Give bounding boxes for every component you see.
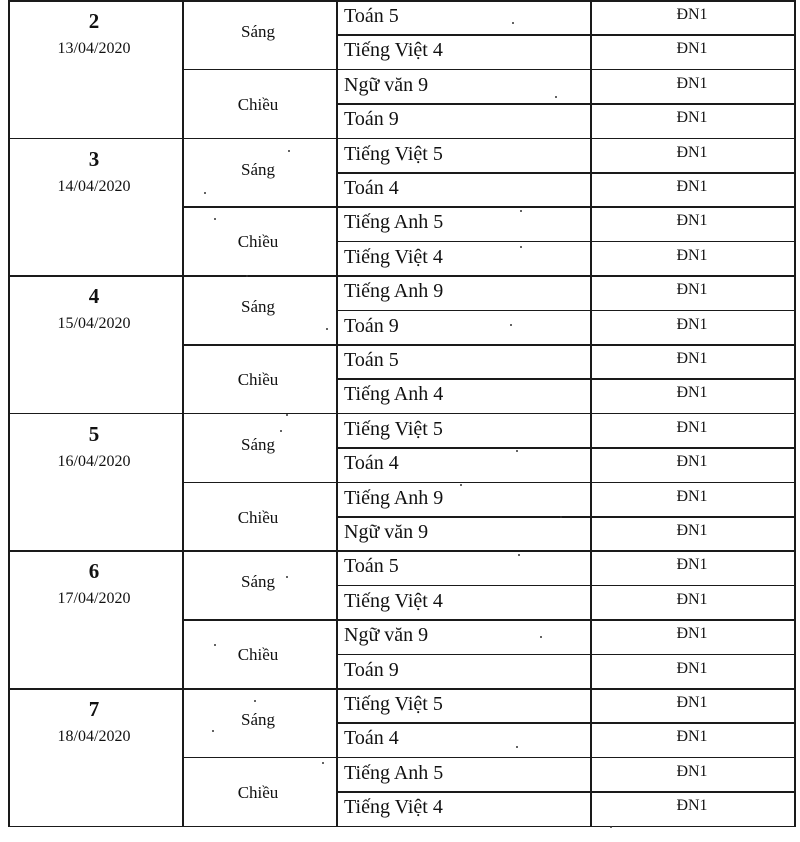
- subject-cell: Toán 9: [344, 658, 399, 681]
- subject-cell: Tiếng Việt 4: [344, 245, 443, 268]
- subject-cell: Tiếng Anh 5: [344, 761, 444, 784]
- row-border: [336, 34, 796, 36]
- day-number: 3: [88, 146, 100, 171]
- room-code-cell: ĐN1: [676, 625, 708, 643]
- day-border: [8, 275, 796, 277]
- session-label: Chiều: [237, 782, 279, 802]
- subject-cell: Toán 9: [344, 314, 399, 337]
- session-border: [182, 619, 796, 621]
- room-code-cell: ĐN1: [676, 350, 708, 367]
- session-label: Chiều: [237, 645, 279, 665]
- subject-cell: Ngữ văn 9: [344, 624, 429, 647]
- day-date: 16/04/2020: [57, 452, 131, 470]
- subject-cell: Tiếng Anh 4: [344, 383, 444, 406]
- scan-speck: [286, 576, 288, 578]
- day-border: [8, 413, 796, 415]
- room-code-cell: ĐN1: [676, 109, 708, 127]
- row-border: [336, 310, 796, 312]
- room-code-cell: ĐN1: [676, 556, 708, 574]
- table-bottom-border: [8, 826, 796, 828]
- scan-speck: [512, 22, 514, 24]
- scan-speck: [518, 554, 520, 556]
- day-border: [8, 0, 796, 2]
- scan-speck: [288, 150, 290, 152]
- session-border: [182, 482, 796, 484]
- day-border: [8, 550, 796, 552]
- room-code-cell: ĐN1: [676, 694, 708, 711]
- session-label: Chiều: [237, 94, 279, 114]
- subject-cell: Tiếng Việt 4: [344, 796, 443, 819]
- session-label: Chiều: [237, 370, 279, 389]
- room-code-cell: ĐN1: [676, 178, 708, 195]
- subject-cell: Toán 4: [344, 177, 399, 199]
- day-date: 13/04/2020: [57, 40, 131, 57]
- scan-speck: [510, 324, 512, 326]
- room-code-cell: ĐN1: [676, 6, 708, 23]
- room-code-cell: ĐN1: [676, 418, 708, 436]
- row-border: [336, 103, 796, 105]
- row-border: [336, 516, 796, 518]
- scan-speck: [460, 484, 462, 486]
- subject-cell: Tiếng Việt 5: [344, 693, 443, 715]
- row-border: [336, 378, 796, 380]
- subject-cell: Tiếng Việt 4: [344, 39, 443, 62]
- room-code-cell: ĐN1: [676, 487, 708, 505]
- session-border: [182, 69, 796, 71]
- scan-speck: [246, 275, 248, 277]
- row-border: [336, 791, 796, 793]
- scan-speck: [520, 210, 522, 212]
- scan-speck: [214, 218, 216, 220]
- row-border: [336, 172, 796, 174]
- session-label: Sáng: [241, 159, 275, 179]
- scan-speck: [322, 762, 324, 764]
- day-date: 14/04/2020: [57, 177, 131, 195]
- day-border: [8, 688, 796, 690]
- row-border: [336, 585, 796, 587]
- scan-speck: [560, 516, 562, 518]
- session-label: Sáng: [241, 710, 275, 729]
- subject-cell: Toán 5: [344, 555, 399, 578]
- day-date: 17/04/2020: [57, 590, 131, 608]
- session-label: Sáng: [241, 434, 275, 454]
- room-code-cell: ĐN1: [676, 315, 708, 333]
- room-code-cell: ĐN1: [676, 281, 708, 299]
- subject-cell: Tiếng Anh 5: [344, 211, 444, 234]
- scan-speck: [286, 414, 288, 416]
- scan-speck: [214, 644, 216, 646]
- room-code-cell: ĐN1: [676, 212, 708, 230]
- subject-cell: Ngữ văn 9: [344, 521, 429, 543]
- subject-cell: Tiếng Anh 9: [344, 486, 444, 509]
- row-border: [336, 722, 796, 724]
- scan-speck: [516, 746, 518, 748]
- room-code-cell: ĐN1: [676, 762, 708, 780]
- room-code-cell: ĐN1: [676, 659, 708, 677]
- session-border: [182, 757, 796, 759]
- room-code-cell: ĐN1: [676, 40, 708, 58]
- row-border: [336, 654, 796, 656]
- day-number: 2: [88, 9, 100, 33]
- session-label: Chiều: [237, 507, 279, 527]
- subject-cell: Toán 9: [344, 108, 399, 131]
- subject-cell: Tiếng Việt 5: [344, 142, 443, 165]
- day-number: 7: [88, 697, 100, 721]
- scan-speck: [254, 700, 256, 702]
- day-number: 6: [88, 559, 100, 584]
- room-code-cell: ĐN1: [676, 797, 708, 815]
- session-label: Sáng: [241, 22, 275, 41]
- session-border: [182, 206, 796, 208]
- row-border: [336, 241, 796, 243]
- room-code-cell: ĐN1: [676, 590, 708, 608]
- scan-speck: [540, 636, 542, 638]
- day-border: [8, 138, 796, 140]
- subject-cell: Tiếng Việt 4: [344, 589, 443, 612]
- scan-speck: [212, 730, 214, 732]
- day-date: 18/04/2020: [57, 728, 131, 745]
- room-code-cell: ĐN1: [676, 728, 708, 746]
- day-number: 5: [88, 421, 100, 446]
- room-code-cell: ĐN1: [676, 74, 708, 92]
- day-date: 15/04/2020: [57, 315, 131, 333]
- room-code-cell: ĐN1: [676, 246, 708, 264]
- scan-speck: [516, 450, 518, 452]
- room-code-cell: ĐN1: [676, 453, 708, 471]
- day-number: 4: [88, 284, 100, 309]
- subject-cell: Toán 5: [344, 349, 399, 371]
- room-code-cell: ĐN1: [676, 384, 708, 402]
- scan-speck: [610, 826, 612, 828]
- subject-cell: Tiếng Việt 5: [344, 417, 443, 440]
- subject-cell: Toán 4: [344, 452, 399, 475]
- session-label: Sáng: [241, 572, 275, 592]
- session-label: Chiều: [237, 232, 279, 252]
- subject-cell: Tiếng Anh 9: [344, 280, 444, 303]
- row-border: [336, 447, 796, 449]
- scan-speck: [555, 96, 557, 98]
- session-border: [182, 344, 796, 346]
- scan-speck: [204, 192, 206, 194]
- subject-cell: Ngữ văn 9: [344, 73, 429, 96]
- room-code-cell: ĐN1: [676, 143, 708, 161]
- room-code-cell: ĐN1: [676, 522, 708, 539]
- subject-cell: Toán 5: [344, 5, 399, 27]
- scan-speck: [520, 246, 522, 248]
- scan-speck: [280, 430, 282, 432]
- subject-cell: Toán 4: [344, 727, 399, 750]
- session-label: Sáng: [241, 297, 275, 317]
- scan-speck: [326, 328, 328, 330]
